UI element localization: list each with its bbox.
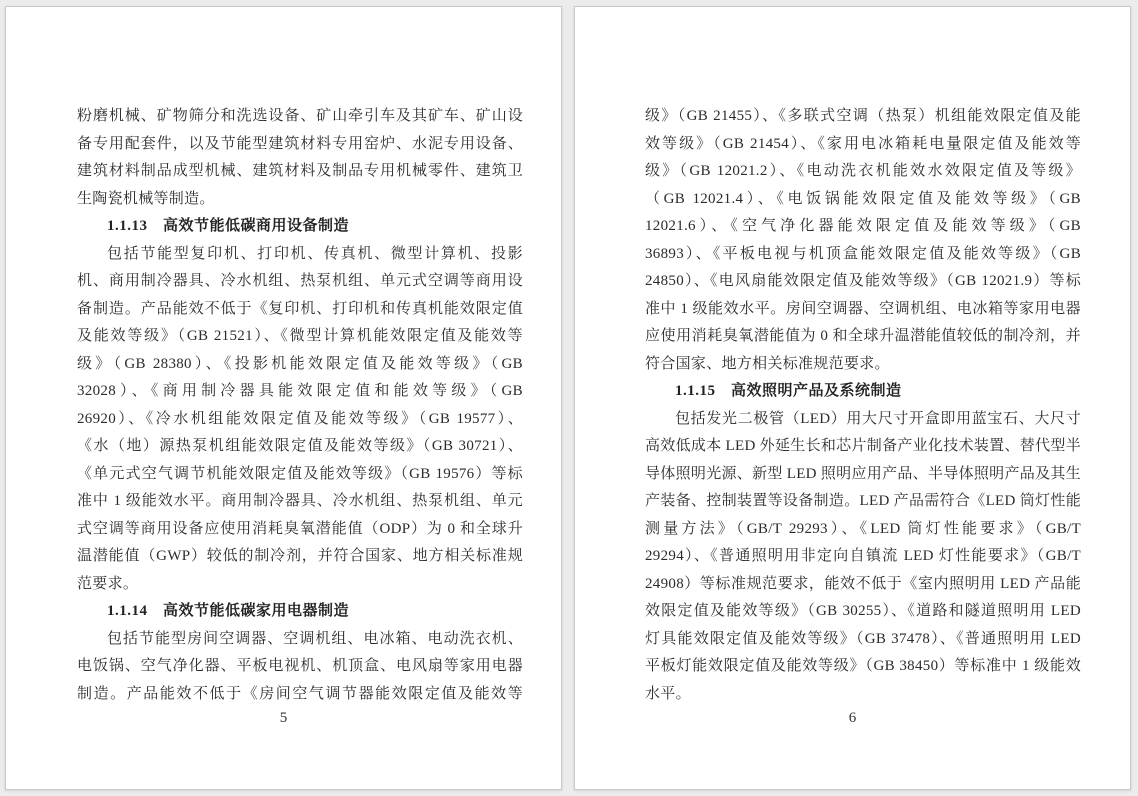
text-line: 式空调等商用设备应使用消耗臭氧潜能值（ODP）为 0 和全球升 (77, 520, 523, 537)
text-line: 灯具能效限定值及能效等级》（GB 37478）、《普通照明用 LED (645, 630, 1081, 647)
page-text-block (645, 103, 1081, 708)
text-line: 级》（GB 12021.2）、《电动洗衣机能效水效限定值及等级》 (645, 163, 1081, 179)
text-line: 36893）、《平板电视与机顶盒能效限定值及能效等级》（GB (645, 245, 1081, 262)
page-number: 5 (279, 710, 288, 726)
text-line: 电饭锅、空气净化器、平板电视机、机顶盒、电风扇等家用电器 (77, 658, 523, 674)
page-text-block (77, 103, 523, 708)
text-line: 建筑材料制品成型机械、建筑材料及制品专用机械零件、建筑卫 (77, 163, 523, 179)
text-line: 32028）、《商用制冷器具能效限定值和能效等级》（GB (77, 383, 523, 399)
text-line: 级》（GB 21455）、《多联式空调（热泵）机组能效限定值及能 (645, 108, 1081, 124)
text-line: 包括发光二极管（LED）用大尺寸开盒即用蓝宝石、大尺寸 (675, 410, 1081, 427)
section-heading: 1.1.15 高效照明产品及系统制造 (675, 383, 902, 399)
page-number: 6 (848, 710, 857, 726)
text-line: 平板灯能效限定值及能效等级》（GB 38450）等标准中 1 级能效 (645, 658, 1081, 674)
text-line: 12021.6）、《空气净化器能效限定值及能效等级》（GB (645, 218, 1081, 234)
text-line: 机、商用制冷器具、冷水机组、热泵机组、单元式空调等商用设 (77, 273, 523, 289)
text-line: 范要求。 (77, 575, 139, 592)
text-line: 包括节能型房间空调器、空调机组、电冰箱、电动洗衣机、 (107, 630, 523, 647)
text-line: 《单元式空气调节机能效限定值及能效等级》（GB 19576）等标 (77, 465, 523, 482)
text-line: 备专用配套件，以及节能型建筑材料专用窑炉、水泥专用设备、 (77, 135, 523, 152)
section-heading: 1.1.14 高效节能低碳家用电器制造 (107, 603, 350, 619)
text-line: 符合国家、地方相关标准规范要求。 (645, 355, 890, 372)
text-line: 导体照明光源、新型 LED 照明应用产品、半导体照明产品及其生 (645, 465, 1081, 482)
text-line: 29294）、《普通照明用非定向自镇流 LED 灯性能要求》（GB/T (645, 548, 1081, 564)
text-line: 生陶瓷机械等制造。 (77, 190, 215, 207)
text-line: 准中 1 级能效水平。房间空调器、空调机组、电冰箱等家用电器 (645, 300, 1081, 317)
text-line: 包括节能型复印机、打印机、传真机、微型计算机、投影 (107, 245, 523, 262)
text-line: 粉磨机械、矿物筛分和洗选设备、矿山牵引车及其矿车、矿山设 (77, 108, 523, 124)
text-line: 效等级》（GB 21454）、《家用电冰箱耗电量限定值及能效等 (645, 135, 1081, 152)
section-heading: 1.1.13 高效节能低碳商用设备制造 (107, 218, 350, 234)
text-line: 温潜能值（GWP）较低的制冷剂，并符合国家、地方相关标准规 (77, 548, 523, 564)
text-line: 24850）、《电风扇能效限定值及能效等级》（GB 12021.9）等标 (645, 273, 1081, 289)
text-line: 备制造。产品能效不低于《复印机、打印机和传真机能效限定值 (77, 300, 523, 317)
document-page-right (574, 6, 1131, 790)
text-line: 《水（地）源热泵机组能效限定值及能效等级》（GB 30721）、 (77, 438, 523, 454)
text-line: 制造。产品能效不低于《房间空气调节器能效限定值及能效等 (77, 685, 523, 702)
text-line: 水平。 (645, 685, 691, 702)
text-line: 应使用消耗臭氧潜能值为 0 和全球升温潜能值较低的制冷剂，并 (645, 328, 1081, 344)
text-line: 效限定值及能效等级》（GB 30255）、《道路和隧道照明用 LED (645, 603, 1081, 619)
text-line: 24908）等标准规范要求，能效不低于《室内照明用 LED 产品能 (645, 575, 1081, 592)
text-line: （GB 12021.4）、《电饭锅能效限定值及能效等级》（GB (645, 190, 1081, 207)
text-line: 高效低成本 LED 外延生长和芯片制备产业化技术装置、替代型半 (645, 438, 1081, 454)
text-line: 及能效等级》（GB 21521）、《微型计算机能效限定值及能效等 (77, 328, 523, 344)
text-line: 级》（GB 28380）、《投影机能效限定值及能效等级》（GB (77, 355, 523, 372)
text-line: 测量方法》（GB/T 29293）、《LED 筒灯性能要求》（GB/T (645, 520, 1081, 537)
text-line: 产装备、控制装置等设备制造。LED 产品需符合《LED 筒灯性能 (645, 493, 1081, 509)
document-page-left (5, 6, 562, 790)
text-line: 26920）、《冷水机组能效限定值及能效等级》（GB 19577）、 (77, 410, 523, 427)
text-line: 准中 1 级能效水平。商用制冷器具、冷水机组、热泵机组、单元 (77, 493, 523, 509)
